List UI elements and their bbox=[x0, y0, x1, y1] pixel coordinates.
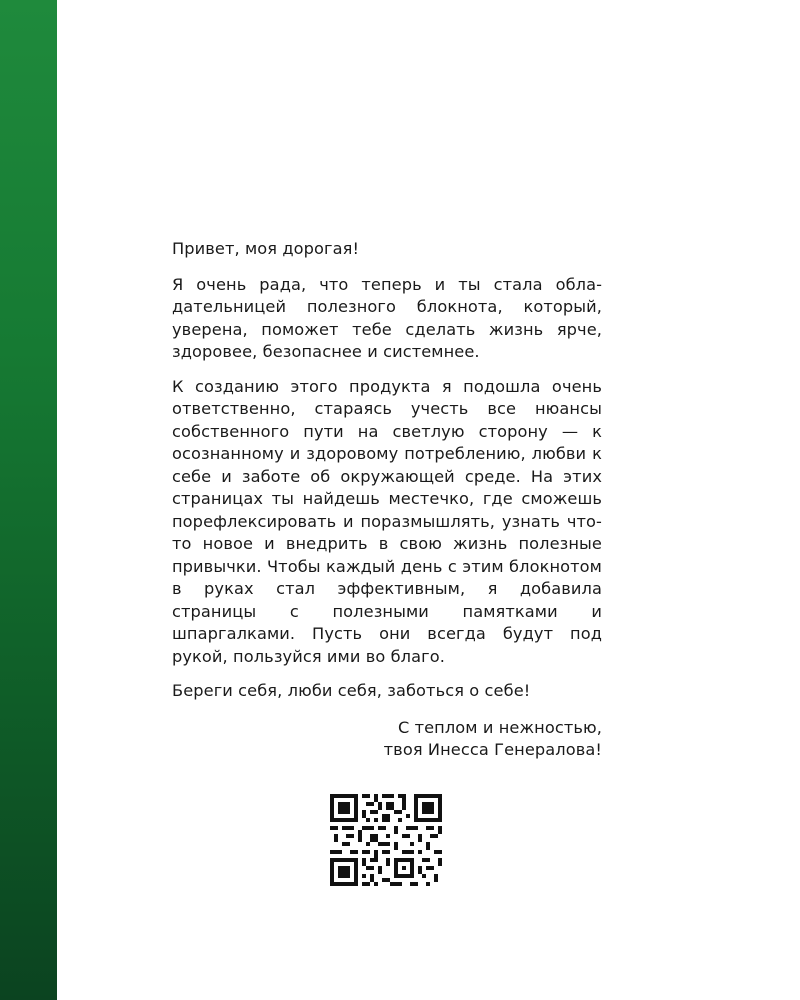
signature-line-1: С теплом и нежностью, bbox=[397, 717, 602, 737]
letter-paragraph-1: Я очень рада, что теперь и ты стала обладательницей полезного блокнота, который, уверена, поможет тебе сделать жизнь ярче, здоровее, безопаснее и системнее. bbox=[172, 274, 602, 361]
letter-body bbox=[172, 238, 602, 762]
letter-greeting: Привет, моя дорогая! bbox=[172, 239, 360, 258]
letter-closing: Береги себя, люби себя, заботься о себе! bbox=[172, 681, 531, 700]
green-side-bar bbox=[0, 0, 57, 1000]
qr-code-graphic bbox=[330, 794, 442, 886]
letter-paragraph-2: К созданию этого продукта я подошла очень ответственно, стараясь учесть все нюансы собственного пути на светлую сторону — к осознанному и здоровому потреблению, любви к себе и заботе об окружающей среде. На этих страницах ты найдешь местечко, где сможешь порефлексировать и поразмышлять, узнать что-то новое и внедрить в свою жизнь полезные привычки. Чтобы каждый день с этим блокнотом в руках стал эффективным, я добавила страницы с полезными памятками и шпаргалками. Пусть они всегда будут под рукой, пользуйся ими во благо. bbox=[172, 376, 602, 666]
signature-line-2: твоя Инесса Генералова! bbox=[383, 740, 602, 759]
qr-code-icon bbox=[330, 794, 442, 886]
letter-signature bbox=[172, 717, 602, 762]
